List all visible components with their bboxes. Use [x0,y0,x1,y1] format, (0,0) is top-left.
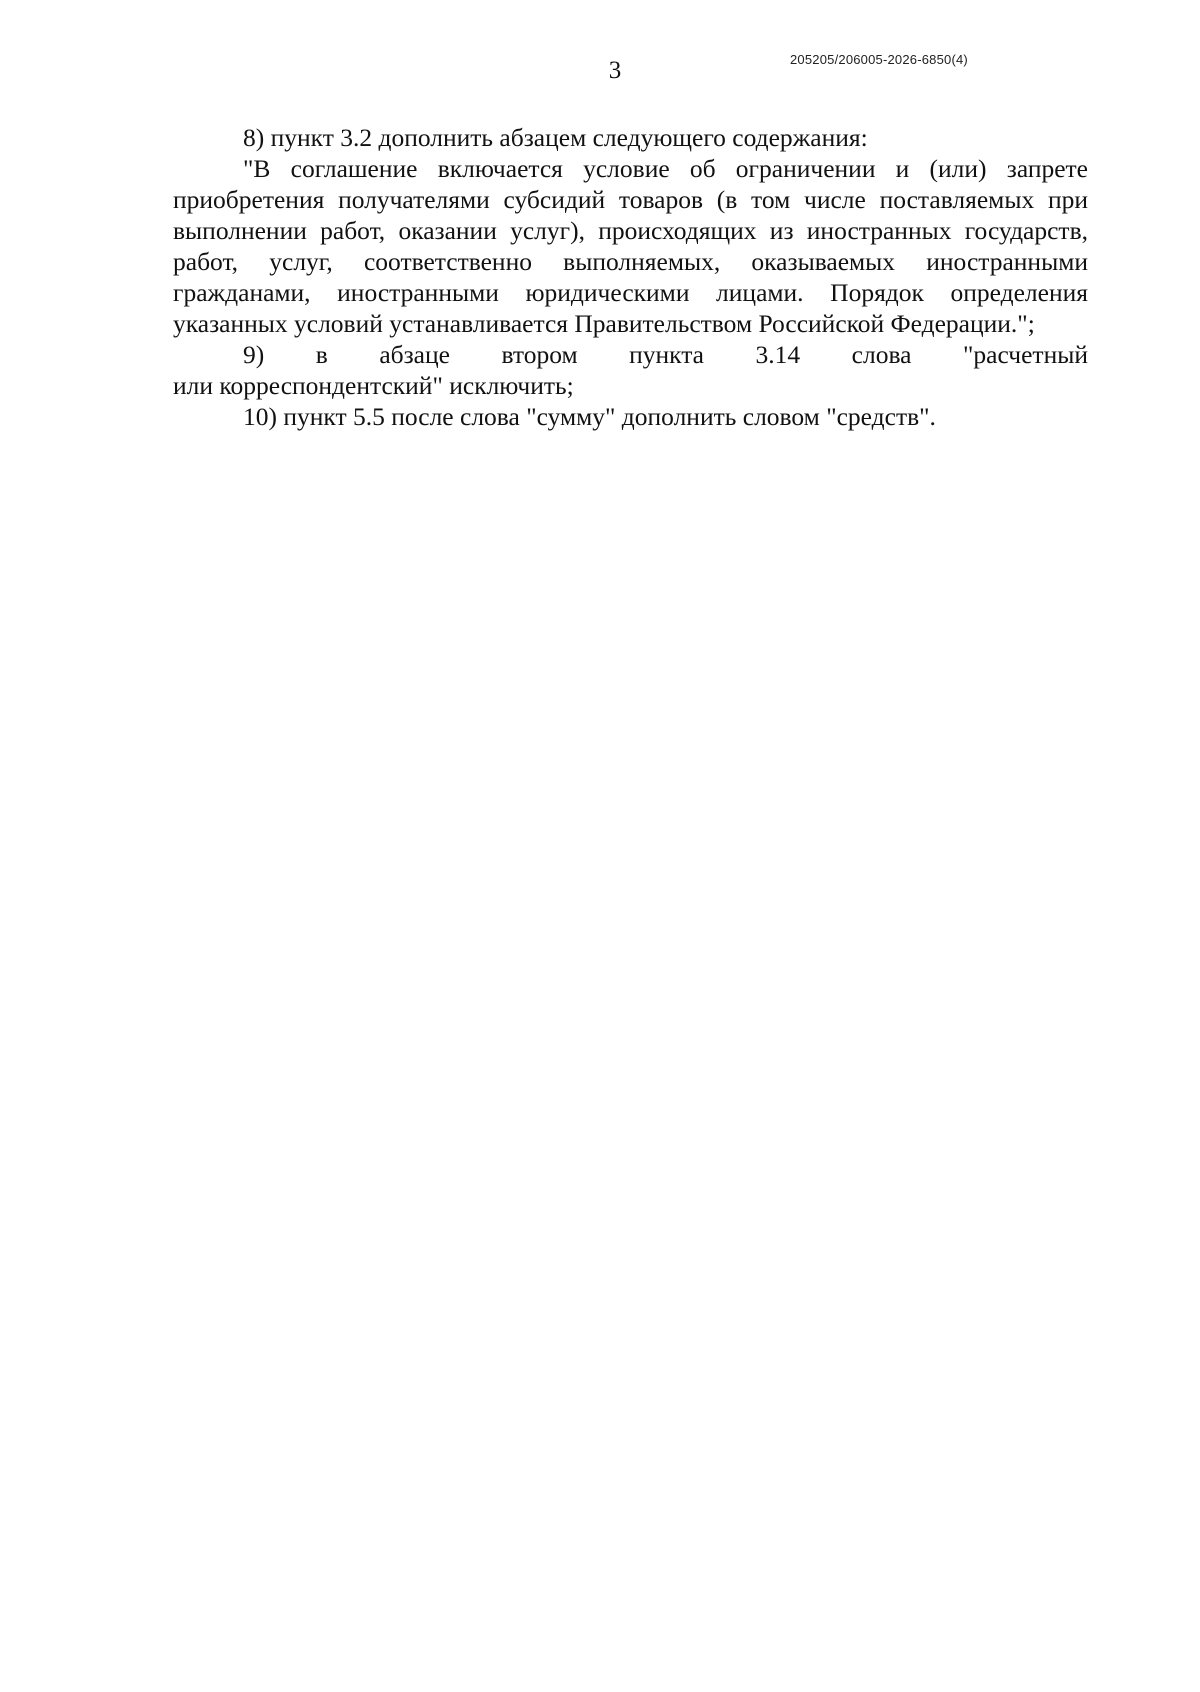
document-code: 205205/206005-2026-6850(4) [790,52,968,67]
item-8-quoted-paragraph: "В соглашение включается условие об ограничении и (или) запрете приобретения получателями субсидий товаров (в том числе поставляемых при выполнении работ, оказании услуг), происходящих из иностранных государств, работ, услуг, соответственно выполняемых, оказываемых иностранными гражданами, иностранными юридическими лицами. Порядок определения указанных условий устанавливается Правительством Российской Федерации."; [173,154,1088,338]
item-9-line-2: или корреспондентский" исключить; [173,371,574,400]
page-number: 3 [608,57,622,84]
item-10: 10) пункт 5.5 после слова "сумму" дополнить словом "средств". [243,402,936,431]
document-body [173,122,1088,432]
item-9 [173,339,1088,401]
item-8-intro: 8) пункт 3.2 дополнить абзацем следующего содержания: [243,123,868,152]
item-9-line-1: 9) в абзаце втором пункта 3.14 слова "расчетный [243,340,1088,369]
